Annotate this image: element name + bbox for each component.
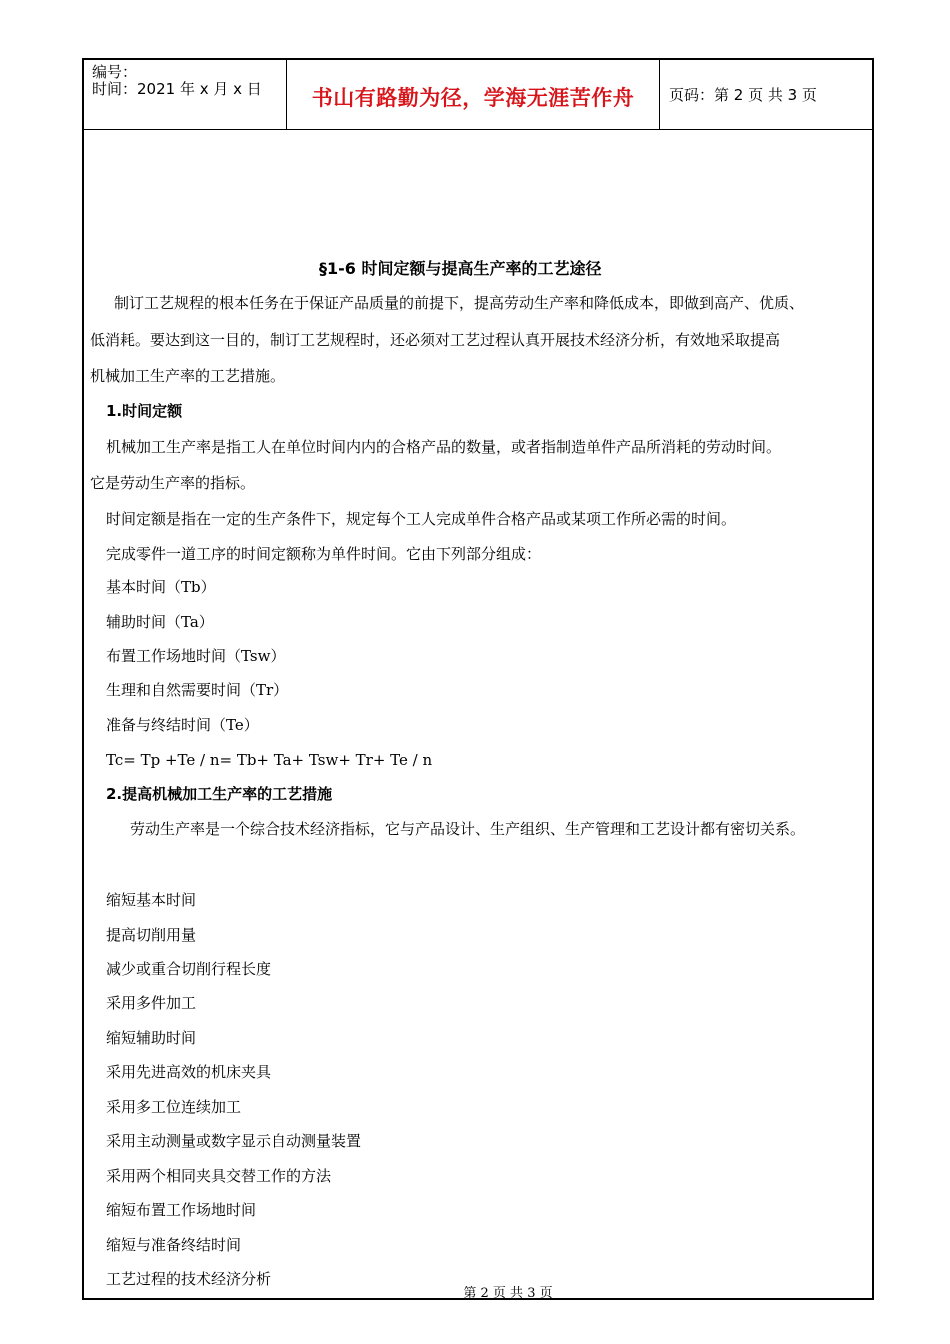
component-item: 辅助时间（Ta） <box>106 613 214 631</box>
section2-para: 劳动生产率是一个综合技术经济指标，它与产品设计、生产组织、生产管理和工艺设计都有密切关系。 <box>130 820 806 838</box>
page-title: §1-6 时间定额与提高生产率的工艺途径 <box>319 259 602 278</box>
measure-item: 缩短与准备终结时间 <box>106 1236 242 1254</box>
component-item: 准备与终结时间（Te） <box>106 716 259 734</box>
serial-label: 编号： <box>92 63 138 81</box>
intro-line-1: 制订工艺规程的根本任务在于保证产品质量的前提下，提高劳动生产率和降低成本，即做到高产、优质、 <box>114 294 805 312</box>
header-table <box>84 60 872 130</box>
measure-item: 采用多工位连续加工 <box>106 1098 242 1116</box>
header-page-cell <box>660 60 872 129</box>
measure-item: 提高切削用量 <box>106 926 197 944</box>
page-footer: 第 2 页 共 3 页 <box>463 1286 553 1301</box>
component-item: 布置工作场地时间（Tsw） <box>106 647 286 665</box>
component-item: 生理和自然需要时间（Tr） <box>106 681 289 699</box>
section1-para3: 完成零件一道工序的时间定额称为单件时间。它由下列部分组成： <box>106 545 542 563</box>
page-info: 页码：第 2 页 共 3 页 <box>669 86 817 104</box>
header-motto-cell <box>287 60 660 129</box>
measure-item: 缩短布置工作场地时间 <box>106 1201 257 1219</box>
component-item: 基本时间（Tb） <box>106 578 216 596</box>
measure-item: 缩短基本时间 <box>106 891 197 909</box>
time-formula: Tc= Tp +Te / n= Tb+ Ta+ Tsw+ Tr+ Te / n <box>106 751 433 769</box>
section1-para2: 时间定额是指在一定的生产条件下，规定每个工人完成单件合格产品或某项工作所必需的时间。 <box>106 510 737 528</box>
date-label: 时间：2021 年 x 月 x 日 <box>92 80 262 98</box>
measure-item: 采用先进高效的机床夹具 <box>106 1063 272 1081</box>
section2-heading: 2.提高机械加工生产率的工艺措施 <box>106 785 333 803</box>
intro-line-3: 机械加工生产率的工艺措施。 <box>90 367 286 385</box>
section1-para1-line1: 机械加工生产率是指工人在单位时间内内的合格产品的数量，或者指制造单件产品所消耗的劳动时间。 <box>106 438 782 456</box>
page-frame <box>82 58 874 1300</box>
measure-item: 采用主动测量或数字显示自动测量装置 <box>106 1132 362 1150</box>
measure-item: 采用多件加工 <box>106 994 197 1012</box>
header-meta-cell <box>84 60 287 129</box>
motto-text: 书山有路勤为径，学海无涯苦作舟 <box>311 85 635 110</box>
section1-para1-line2: 它是劳动生产率的指标。 <box>90 474 256 492</box>
intro-line-2: 低消耗。要达到这一目的，制订工艺规程时，还必须对工艺过程认真开展技术经济分析，有效地采取提高 <box>90 331 781 349</box>
section1-heading: 1.时间定额 <box>106 402 183 420</box>
measure-item: 工艺过程的技术经济分析 <box>106 1270 272 1288</box>
measure-item: 减少或重合切削行程长度 <box>106 960 272 978</box>
measure-item: 采用两个相同夹具交替工作的方法 <box>106 1167 332 1185</box>
measure-item: 缩短辅助时间 <box>106 1029 197 1047</box>
